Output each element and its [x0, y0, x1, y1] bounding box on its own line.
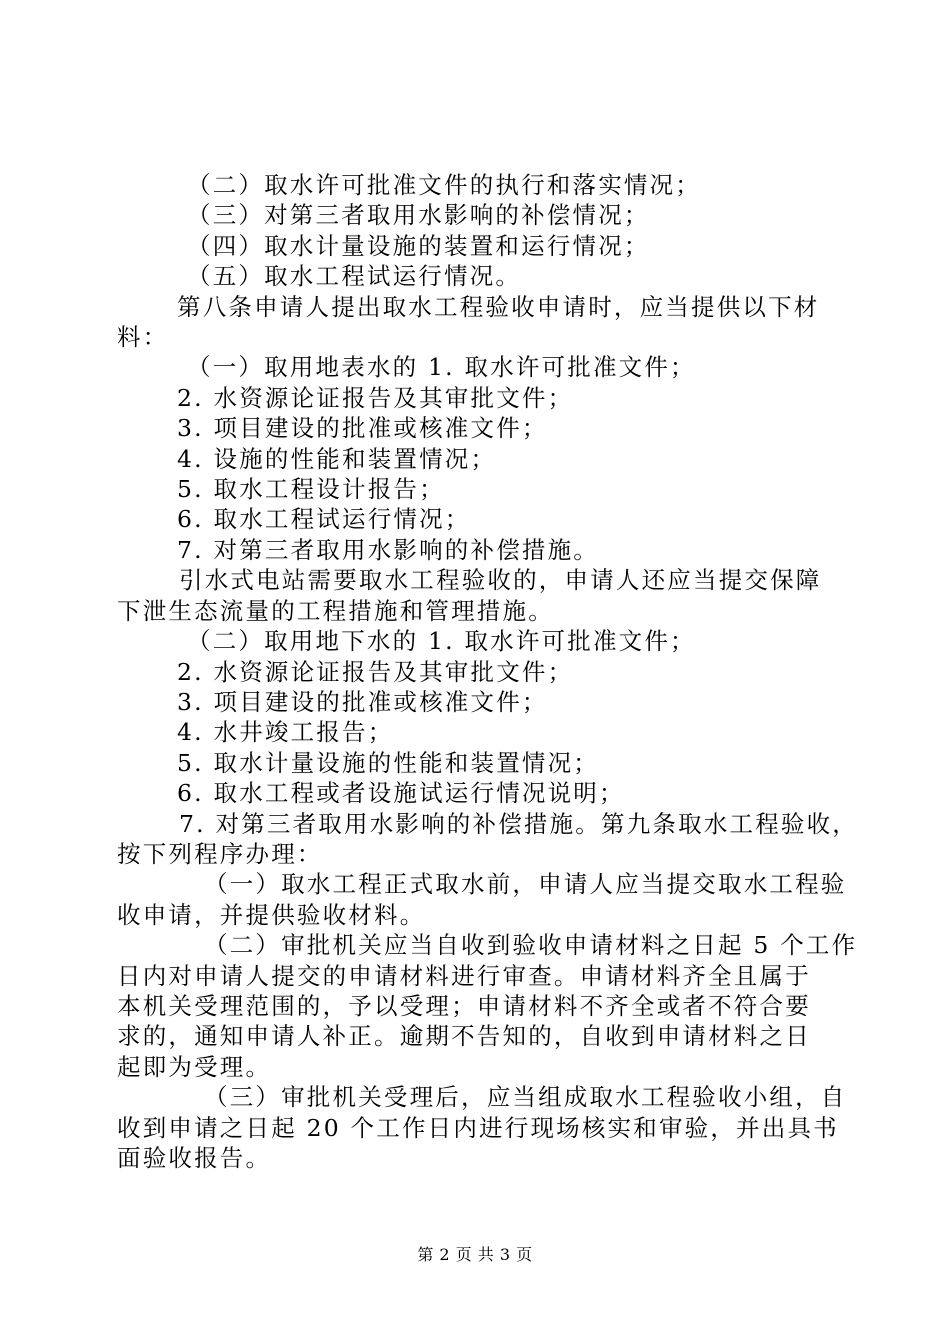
- text-line: 面验收报告。: [117, 1144, 272, 1172]
- text-line: （一）取水工程正式取水前，申请人应当提交取水工程验: [204, 870, 847, 899]
- text-line: （三）审批机关受理后，应当组成取水工程验收小组，自: [204, 1083, 847, 1112]
- text-line: （二）取水许可批准文件的执行和落实情况；: [187, 171, 701, 199]
- text-line: （二）取用地下水的 1. 取水许可批准文件；: [187, 627, 696, 656]
- text-line: （二）审批机关应当自收到验收申请材料之日起 5 个工作: [204, 931, 858, 960]
- text-line: 4. 水井竣工报告；: [177, 718, 394, 747]
- text-line: 7. 对第三者取用水影响的补偿措施。: [177, 535, 599, 564]
- text-line: 3. 项目建设的批准或核准文件；: [177, 414, 548, 443]
- text-line: 6. 取水工程或者设施试运行情况说明；: [177, 779, 625, 808]
- text-line: 按下列程序办理：: [117, 839, 323, 868]
- text-line: （五）取水工程试运行情况。: [187, 262, 522, 291]
- text-line: （三）对第三者取用水影响的补偿情况；: [187, 201, 650, 230]
- page-footer: [0, 1242, 950, 1265]
- text-line: 4. 设施的性能和装置情况；: [177, 444, 497, 473]
- text-line: 收到申请之日起 20 个工作日内进行现场核实和审验，并出具书: [117, 1113, 839, 1142]
- text-line: 下泄生态流量的工程措施和管理措施。: [117, 596, 554, 625]
- text-line: 本机关受理范围的，予以受理；申请材料不齐全或者不符合要: [117, 991, 811, 1020]
- text-line: 料：: [117, 323, 169, 352]
- text-line: 5. 取水计量设施的性能和装置情况；: [177, 748, 599, 777]
- text-line: 2. 水资源论证报告及其审批文件；: [177, 383, 574, 412]
- text-line: （四）取水计量设施的装置和运行情况；: [187, 231, 650, 260]
- text-line: 引水式电站需要取水工程验收的，申请人还应当提交保障: [179, 566, 822, 595]
- text-line: 3. 项目建设的批准或核准文件；: [177, 687, 548, 716]
- text-line: 7. 对第三者取用水影响的补偿措施。第九条取水工程验收，: [179, 809, 858, 838]
- text-line: 5. 取水工程设计报告；: [177, 475, 445, 504]
- text-line: （一）取用地表水的 1. 取水许可批准文件；: [187, 353, 696, 382]
- text-line: 日内对申请人提交的申请材料进行审查。申请材料齐全且属于: [117, 961, 811, 990]
- text-line: 6. 取水工程试运行情况；: [177, 505, 471, 534]
- text-line: 求的，通知申请人补正。逾期不告知的，自收到申请材料之日: [117, 1022, 811, 1051]
- text-line: 起即为受理。: [117, 1052, 272, 1081]
- text-line: 第八条申请人提出取水工程验收申请时，应当提供以下材: [177, 292, 820, 321]
- text-line: 2. 水资源论证报告及其审批文件；: [177, 657, 574, 686]
- document-body: [117, 170, 858, 1173]
- text-line: 收申请，并提供验收材料。: [117, 900, 426, 929]
- page-number: 第 2 页 共 3 页: [417, 1245, 533, 1264]
